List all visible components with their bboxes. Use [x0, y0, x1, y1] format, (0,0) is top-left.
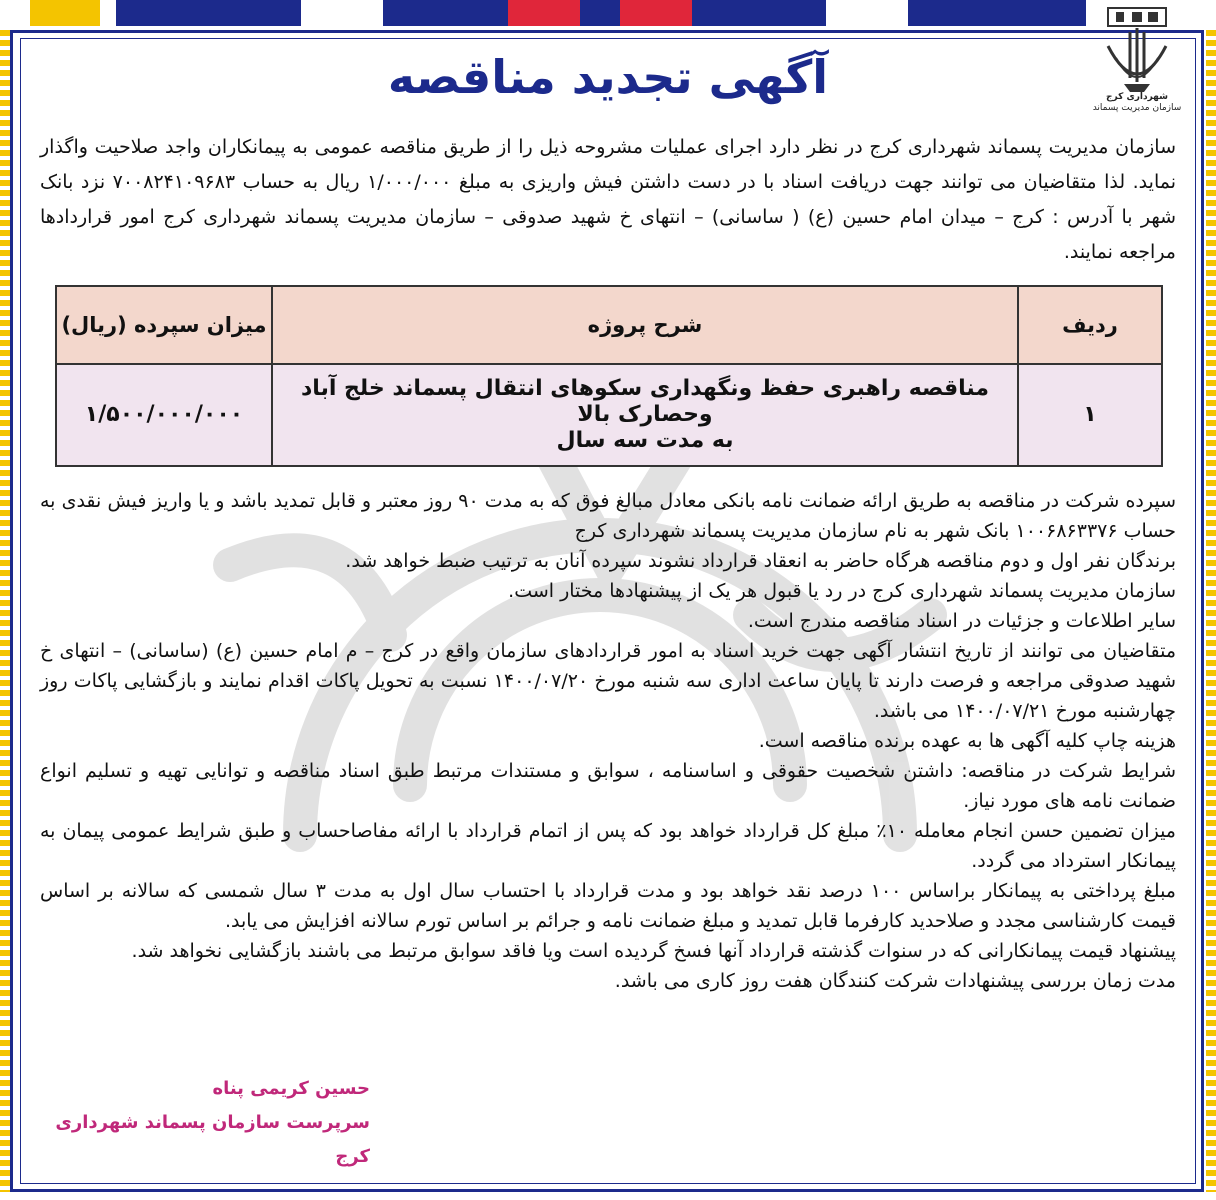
band-blue-1 [116, 0, 301, 26]
signer-name: حسین کریمی پناه [212, 1078, 370, 1099]
table-header-row [56, 286, 1162, 364]
signer-role: سرپرست سازمان پسماند شهرداری کرج [55, 1112, 370, 1167]
condition-item: پیشنهاد قیمت پیمانکارانی که در سنوات گذشته قرارداد آنها فسخ گردیده است ویا فاقد سوابق مرتبط می باشند بازگشایی نخواهد شد. [131, 940, 1176, 962]
condition-item: برندگان نفر اول و دوم مناقصه هرگاه حاضر به انعقاد قرارداد نشوند سپرده آنان به ترتیب ضبط خواهد شد. [345, 550, 1176, 572]
table-row [56, 364, 1162, 466]
condition-item: سایر اطلاعات و جزئیات در اسناد مناقصه مندرج است. [747, 610, 1176, 632]
condition-item: سازمان مدیریت پسماند شهرداری کرج در رد یا قبول هر یک از پیشنهادها مختار است. [508, 580, 1176, 602]
project-description-line1: مناقصه راهبری حفظ ونگهداری سکوهای انتقال پسماند خلج آباد وحصارک بالا [301, 376, 989, 427]
cell-deposit-amount: ۱/۵۰۰/۰۰۰/۰۰۰ [56, 364, 272, 466]
header-project-description: شرح پروژه [272, 286, 1018, 364]
intro-paragraph: سازمان مدیریت پسماند شهرداری کرج در نظر دارد اجرای عملیات مشروحه ذیل را از طریق مناقصه عمومی به پیمانکاران واجد صلاحیت واگذار نماید. لذا متقاضیان می توانند جهت دریافت اسناد با در دست داشتن فیش واریزی به مبلغ ۱/۰۰۰/۰۰۰ ریال به حساب ۷۰۰۸۲۴۱۰۹۶۸۳ نزد بانک شهر با آدرس : کرج – میدان امام حسین (ع) ( ساسانی) – انتهای خ شهید صدوقی – سازمان مدیریت پسماند شهرداری کرج امور قراردادها مراجعه نمایند. [40, 136, 1176, 263]
signature-block [40, 1072, 370, 1174]
condition-item: متقاضیان می توانند از تاریخ انتشار آگهی جهت خرید اسناد به امور قراردادهای سازمان واقع در کرج – م امام حسین (ع) (ساسانی) – انتهای خ شهید صدوقی مراجعه و فرصت دارند تا پایان ساعت اداری سه شنبه مورخ ۱۴۰۰/۰۷/۲۰ نسبت به تحویل پاکات اقدام نمایند و بازگشایی پاکات روز چهارشنبه مورخ ۱۴۰۰/۰۷/۲۱ می باشد. [40, 640, 1176, 722]
condition-item: سپرده شرکت در مناقصه به طریق ارائه ضمانت نامه بانکی معادل مبالغ فوق که به مدت ۹۰ روز معتبر و قابل تمدید باشد و یا واریز فیش نقدی به حساب ۱۰۰۶۸۶۳۳۷۶ بانک شهر به نام سازمان مدیریت پسماند شهرداری کرج [40, 490, 1176, 542]
band-red-1 [508, 0, 580, 26]
band-blue-2 [383, 0, 508, 26]
logo-text-organization: سازمان مدیریت پسماند [1092, 103, 1182, 113]
condition-item: میزان تضمین حسن انجام معامله ۱۰٪ مبلغ کل قرارداد خواهد بود که پس از اتمام قرارداد با ارائه مفاصاحساب و طبق شرایط عمومی پیمان به پیمانکار استرداد می گردد. [40, 820, 1176, 872]
logo-text-municipality: شهرداری کرج [1106, 92, 1168, 102]
tender-table [55, 285, 1163, 467]
header-deposit-amount: میزان سپرده (ریال) [56, 286, 272, 364]
condition-item: مدت زمان بررسی پیشنهادات شرکت کنندگان هفت روز کاری می باشد. [614, 970, 1176, 992]
project-description-line2: به مدت سه سال [556, 428, 734, 453]
header-row-number: ردیف [1018, 286, 1162, 364]
band-blue-4 [692, 0, 826, 26]
cell-project-description [272, 364, 1018, 466]
band-yellow-left [30, 0, 100, 26]
band-red-2 [620, 0, 692, 26]
band-blue-3 [580, 0, 620, 26]
band-white-1 [301, 0, 383, 26]
left-stripe [0, 30, 10, 1192]
cell-row-number: ۱ [1018, 364, 1162, 466]
condition-item: هزینه چاپ کلیه آگهی ها به عهده برنده مناقصه است. [758, 730, 1176, 752]
band-blue-5 [908, 0, 1086, 26]
band-white-2 [826, 0, 908, 26]
top-color-band [0, 0, 1216, 32]
notice-title: آگهی تجدید مناقصه [387, 50, 829, 104]
conditions-list [40, 486, 1176, 996]
condition-item: شرایط شرکت در مناقصه: داشتن شخصیت حقوقی و اساسنامه ، سوابق و مستندات مرتبط طبق اسناد مناقصه و توانایی تهیه و تسلیم انواع ضمانت نامه های مورد نیاز. [40, 760, 1176, 812]
condition-item: مبلغ پرداختی به پیمانکار براساس ۱۰۰ درصد نقد خواهد بود و مدت قرارداد با احتساب سال اول به مدت ۳ سال شمسی که سالانه بر اساس قیمت کارشناسی مجدد و صلاحدید کارفرما قابل تمدید و مبلغ ضمانت نامه و جرائم بر اساس تورم سالانه افزایش می یابد. [40, 880, 1176, 932]
right-stripe [1206, 30, 1216, 1192]
